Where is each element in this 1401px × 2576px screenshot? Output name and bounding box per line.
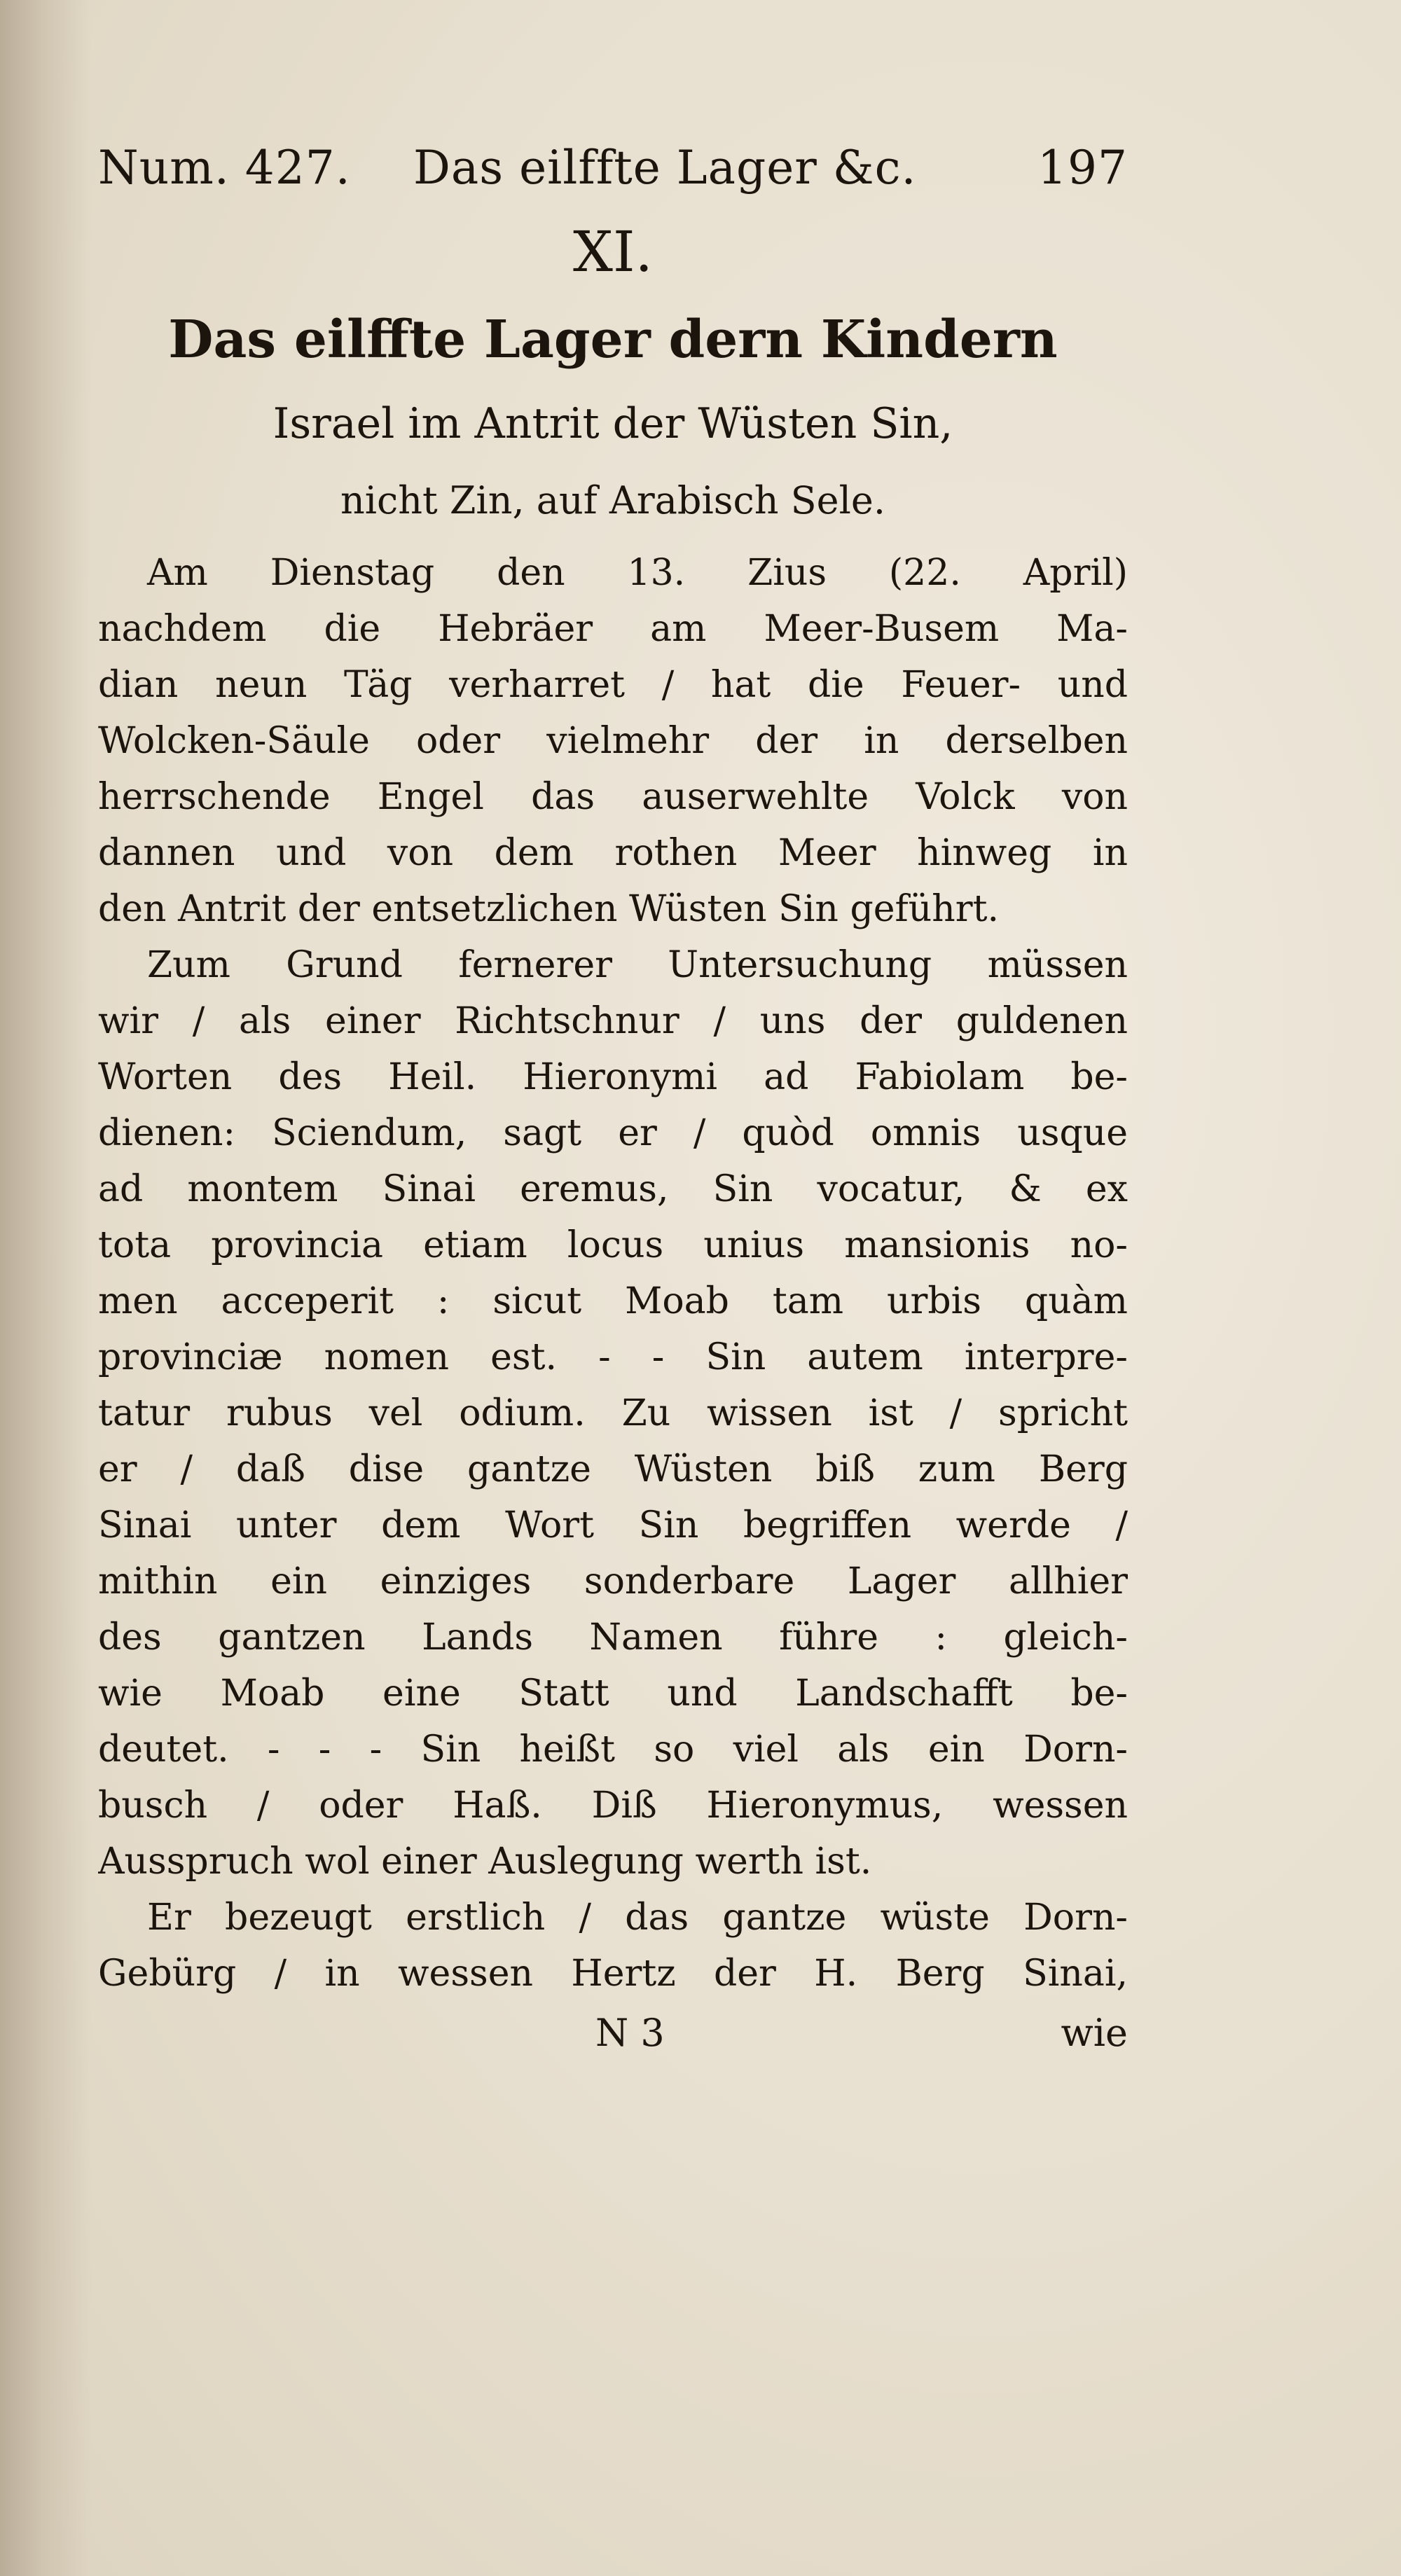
text-line: nachdem die Hebräer am Meer-Busem Ma- [98,608,1128,650]
text-line: deutet. - - - Sin heißt so viel als ein Dorn- [98,1729,1128,1771]
text-line: herrschende Engel das auserwehlte Volck von [98,776,1128,818]
chapter-number: XI. [573,219,653,284]
text-line: Zum Grund fernerer Untersuchung müssen [147,944,1128,986]
text-line: ad montem Sinai eremus, Sin vocatur, & ex [98,1168,1128,1210]
text-line: wir / als einer Richtschnur / uns der guldenen [98,1000,1128,1042]
text-line: provinciæ nomen est. - - Sin autem interpre- [98,1336,1128,1378]
chapter-title: Das eilffte Lager dern Kindern [168,310,1058,370]
page-number: 197 [1037,141,1128,195]
page-content [98,133,1128,2065]
text-line: men acceperit : sicut Moab tam urbis quàm [98,1280,1128,1322]
text-line: wie Moab eine Statt und Landschafft be- [98,1673,1128,1715]
text-line: busch / oder Haß. Diß Hieronymus, wessen [98,1785,1128,1827]
text-line: dienen: Sciendum, sagt er / quòd omnis usque [98,1112,1128,1154]
text-line: Ausspruch wol einer Auslegung werth ist. [98,1841,872,1883]
text-line: mithin ein einziges sonderbare Lager allhier [98,1560,1128,1602]
text-line: tota provincia etiam locus unius mansionis no- [98,1224,1128,1266]
page-binding-shadow [0,0,91,2576]
text-line: Wolcken-Säule oder vielmehr der in derselben [98,720,1128,762]
chapter-subtitle-line-1: Israel im Antrit der Wüsten Sin, [272,399,953,448]
paragraph-3 [98,1890,1128,2002]
text-line: dannen und von dem rothen Meer hinweg in [98,832,1128,874]
text-line: dian neun Täg verharret / hat die Feuer- und [98,664,1128,706]
paragraph-1 [98,545,1128,937]
text-line: tatur rubus vel odium. Zu wissen ist / spricht [98,1392,1128,1434]
chapter-subtitle-line-2: nicht Zin, auf Arabisch Sele. [340,478,886,522]
text-line: er / daß dise gantze Wüsten biß zum Berg [98,1448,1128,1490]
catchword: wie [1061,2011,1128,2055]
running-title: Das eilffte Lager &c. [413,141,917,195]
text-line: Gebürg / in wessen Hertz der H. Berg Sinai, [98,1953,1128,1995]
paragraph-2 [98,937,1128,1890]
text-line: Worten des Heil. Hieronymi ad Fabiolam be- [98,1056,1128,1098]
page-reference: Num. 427. [98,141,351,195]
signature-mark: N 3 [595,2011,665,2055]
page-footer [98,2002,1128,2065]
text-line: Er bezeugt erstlich / das gantze wüste Dorn- [147,1897,1128,1939]
text-line: den Antrit der entsetzlichen Wüsten Sin geführt. [98,888,1000,930]
text-line: Am Dienstag den 13. Zius (22. April) [147,552,1128,594]
running-head [98,133,1128,203]
text-line: des gantzen Lands Namen führe : gleich- [98,1616,1128,1659]
text-line: Sinai unter dem Wort Sin begriffen werde / [98,1504,1128,1546]
